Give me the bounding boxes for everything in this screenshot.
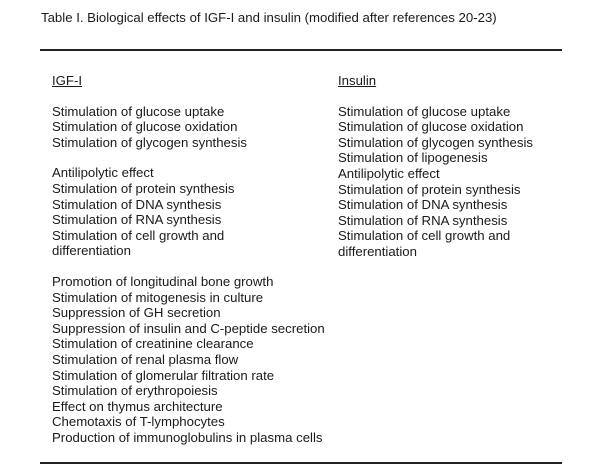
list-item: Stimulation of glucose oxidation [338,119,524,135]
list-item: Stimulation of glucose uptake [338,103,511,119]
list-item: Stimulation of creatinine clearance [52,336,254,352]
list-item: Stimulation of protein synthesis [52,180,235,196]
list-item: Suppression of insulin and C-peptide secretion [52,320,325,336]
list-item: Stimulation of DNA synthesis [52,196,222,212]
list-item: Stimulation of DNA synthesis [338,197,508,213]
list-item: Stimulation of mitogenesis in culture [52,289,264,305]
insulin-group-1 [338,104,533,260]
list-item: differentiation [338,243,417,259]
igf-group-2 [52,165,325,259]
insulin-column-heading: Insulin [338,73,377,88]
list-item: Stimulation of renal plasma flow [52,351,239,367]
list-item: Stimulation of cell growth and [52,227,225,243]
list-item: Stimulation of RNA synthesis [338,212,508,228]
list-item: Stimulation of glomerular filtration rate [52,367,275,383]
list-item: Stimulation of RNA synthesis [52,212,222,228]
list-item: differentiation [52,243,131,259]
list-item: Antilipolytic effect [52,165,154,181]
list-item: Production of immunoglobulins in plasma cells [52,429,323,445]
table-caption: Table I. Biological effects of IGF-I and insulin (modified after references 20-23) [41,10,497,25]
list-item: Chemotaxis of T-lymphocytes [52,414,225,430]
igf-column-heading: IGF-I [52,73,83,88]
list-item: Stimulation of glucose uptake [52,103,225,119]
list-item: Stimulation of erythropoiesis [52,383,218,399]
list-item: Stimulation of protein synthesis [338,181,521,197]
list-item: Stimulation of lipogenesis [338,150,488,166]
insulin-column [338,73,533,260]
igf-group-3 [52,274,325,446]
list-item: Stimulation of glucose oxidation [52,119,238,135]
bottom-rule [40,462,562,464]
list-item: Stimulation of glycogen synthesis [52,134,247,150]
list-item: Stimulation of cell growth and [338,228,511,244]
igf-group-1 [52,104,325,151]
top-rule [40,49,562,51]
igf-column [52,73,325,445]
list-item: Promotion of longitudinal bone growth [52,273,274,289]
list-item: Stimulation of glycogen synthesis [338,134,533,150]
list-item: Suppression of GH secretion [52,305,221,321]
list-item: Antilipolytic effect [338,165,440,181]
list-item: Effect on thymus architecture [52,398,223,414]
